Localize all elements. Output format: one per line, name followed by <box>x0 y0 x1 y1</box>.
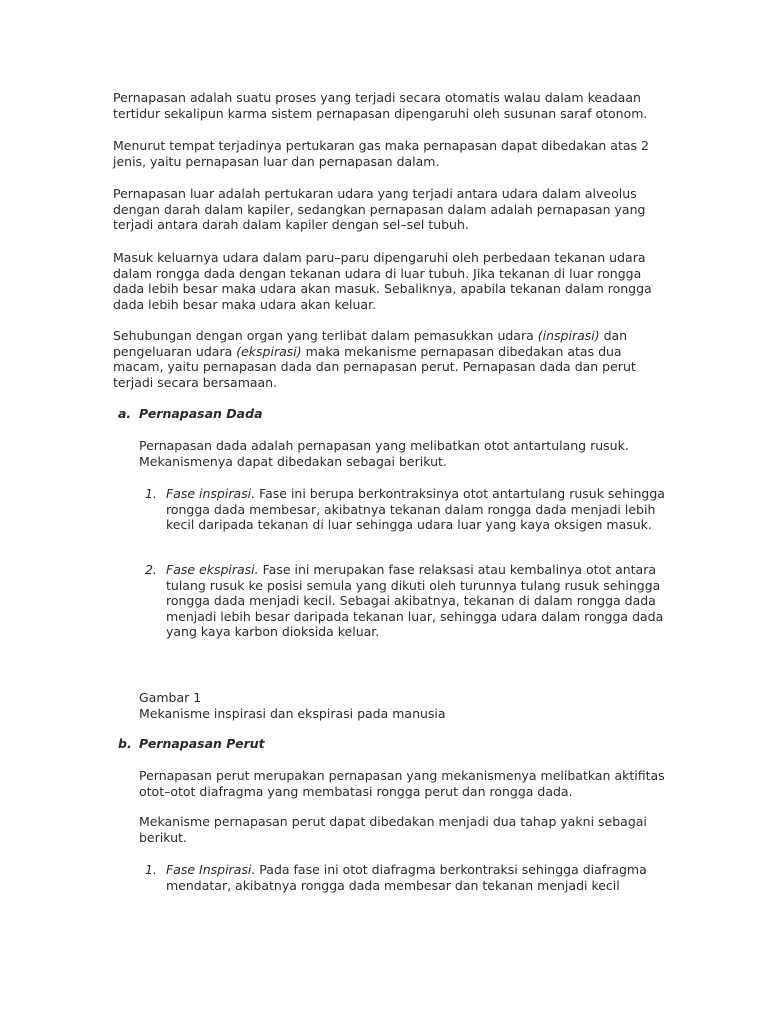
paragraph-pernapasan-luar: Pernapasan luar adalah pertukaran udara yang terjadi antara udara dalam alveolus dengan darah dalam kapiler, sedangkan pernapasan dalam adalah pernapasan yang terjadi antara darah dalam kapiler dengan sel–sel tubuh. <box>113 186 646 232</box>
list-text: Pada fase ini otot diafragma berkontraksi sehingga diafragma mendatar, akibatnya rongga dada membesar dan tekanan menjadi kecil <box>166 862 647 893</box>
paragraph-mekanisme: Sehubungan dengan organ yang terlibat dalam pemasukkan udara (inspirasi) dan pengeluaran udara (ekspirasi) maka mekanisme pernapasan dibedakan atas dua macam, yaitu pernapasan dada dan pernapasan perut. Pernapasan dada dan perut terjadi secara bersamaan. <box>113 328 636 390</box>
list-text: Fase ini merupakan fase relaksasi atau kembalinya otot antara tulang rusuk ke posisi semula yang dikuti oleh turunnya tulang rusuk sehingga rongga dada menjadi kecil. Sebagai akibatnya, tekanan di dalam rongga dada menjadi lebih besar daripada tekanan luar, sehingga udara dalam rongga dada yang kaya karbon dioksida keluar. <box>166 562 664 639</box>
list-text: Fase ini berupa berkontraksinya otot antartulang rusuk sehingga rongga dada membesar, akibatnya tekanan dalam rongga dada menjadi lebih kecil daripada tekanan di luar sehingga udara luar yang kaya oksigen masuk. <box>166 486 665 532</box>
list-number: 1. <box>145 862 157 877</box>
section-marker: b. <box>118 736 132 751</box>
list-number: 2. <box>145 562 157 577</box>
paragraph-intro: Pernapasan adalah suatu proses yang terjadi secara otomatis walau dalam keadaan tertidur sekalipun karma sistem pernapasan dipengaruhi oleh susunan saraf otonom. <box>113 90 648 121</box>
list-term: Fase Inspirasi. <box>166 862 256 877</box>
section-marker: a. <box>118 406 132 421</box>
section-a-intro: Pernapasan dada adalah pernapasan yang melibatkan otot antartulang rusuk. Mekanismenya dapat dibedakan sebagai berikut. <box>139 438 629 469</box>
section-title: Pernapasan Dada <box>139 406 263 421</box>
list-number: 1. <box>145 486 157 501</box>
section-title: Pernapasan Perut <box>139 736 265 751</box>
figure-caption-text: Mekanisme inspirasi dan ekspirasi pada manusia <box>139 705 446 721</box>
section-heading-b <box>118 736 265 752</box>
section-b-intro: Pernapasan perut merupakan pernapasan yang mekanismenya melibatkan aktifitas otot–otot diafragma yang membatasi rongga perut dan rongga dada. <box>139 768 665 799</box>
figure-caption <box>139 690 668 721</box>
paragraph-tekanan-udara: Masuk keluarnya udara dalam paru–paru dipengaruhi oleh perbedaan tekanan udara dalam rongga dada dengan tekanan udara di luar tubuh. Jika tekanan di luar rongga dada lebih besar maka udara akan masuk. Sebaliknya, apabila tekanan dalam rongga dada lebih besar maka udara akan keluar. <box>113 250 652 312</box>
section-heading-a <box>118 406 263 422</box>
list-term: Fase inspirasi. <box>166 486 256 501</box>
list-term: Fase ekspirasi. <box>166 562 259 577</box>
figure-label: Gambar 1 <box>139 690 202 705</box>
paragraph-jenis-pernapasan: Menurut tempat terjadinya pertukaran gas maka pernapasan dapat dibedakan atas 2 jenis, yaitu pernapasan luar dan pernapasan dalam. <box>113 138 649 169</box>
section-b-intro2: Mekanisme pernapasan perut dapat dibedakan menjadi dua tahap yakni sebagai berikut. <box>139 814 647 845</box>
